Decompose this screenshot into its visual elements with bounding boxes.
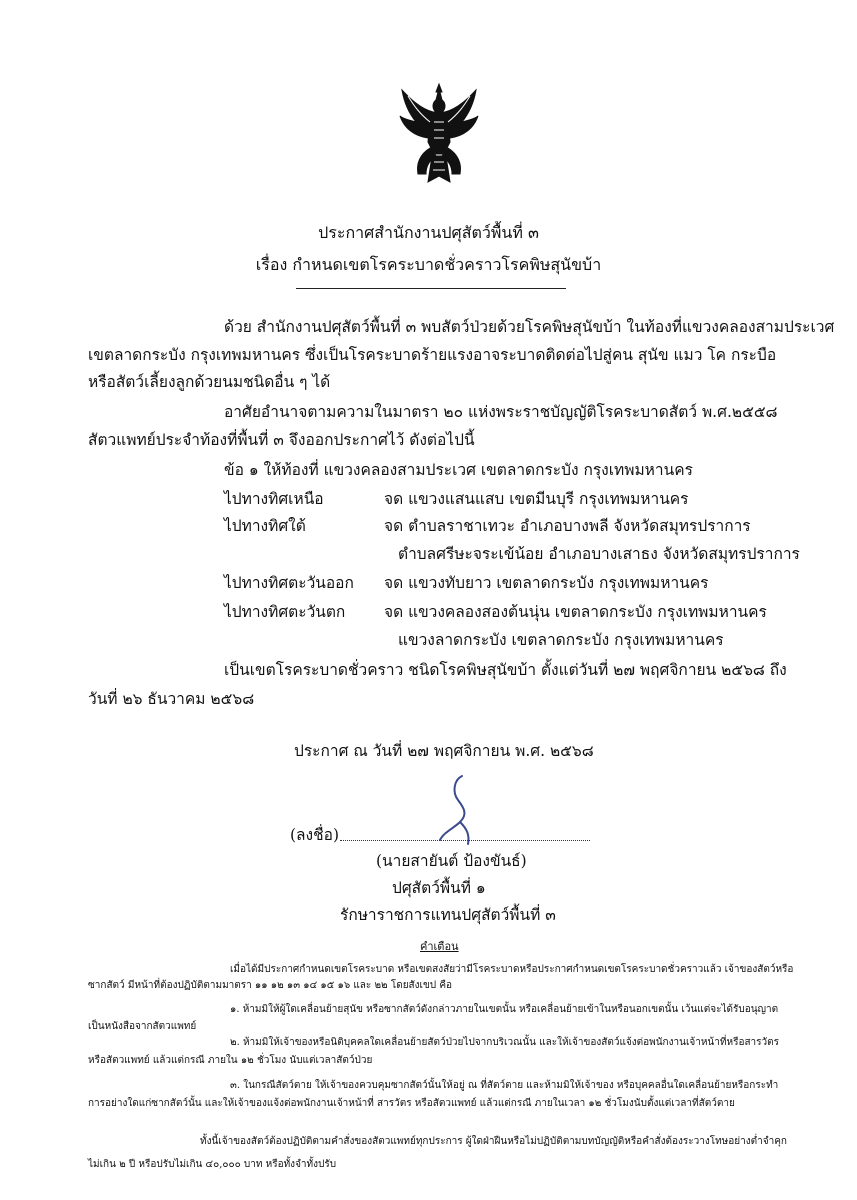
paragraph-2-line-1: อาศัยอำนาจตามความในมาตรา ๒๐ แห่งพระราชบัญญัติโรคระบาดสัตว์ พ.ศ.๒๕๕๘ xyxy=(224,403,778,421)
warning-item-3-line-2: การอย่างใดแก่ซากสัตว์นั้น และให้เจ้าของแจ้งต่อพนักงานเจ้าหน้าที่ สารวัตร หรือสัตวแพทย์ แล้วแต่กรณี ภายในเวลา ๑๒ ชั่วโมงนับตั้งแต่เวลาที่สัตว์ตาย xyxy=(88,1098,735,1109)
paragraph-3-line-2: วันที่ ๒๖ ธันวาคม ๒๕๖๘ xyxy=(88,690,255,708)
item-1: ข้อ ๑ ให้ท้องที่ แขวงคลองสามประเวศ เขตลาดกระบัง กรุงเทพมหานคร xyxy=(224,461,693,479)
west-label: ไปทางทิศตะวันตก xyxy=(224,603,346,621)
warning-item-1-line-2: เป็นหนังสือจากสัตวแพทย์ xyxy=(88,1021,197,1032)
handwritten-signature xyxy=(400,770,520,850)
warning-item-3-line-1: ๓. ในกรณีสัตว์ตาย ให้เจ้าของควบคุมซากสัตว์นั้นให้อยู่ ณ ที่สัตว์ตาย และห้ามมิให้เจ้าของ หรือบุคคลอื่นใดเคลื่อนย้ายหรือกระทำ xyxy=(230,1080,779,1091)
warning-item-1-line-1: ๑. ห้ามมิให้ผู้ใดเคลื่อนย้ายสุนัข หรือซากสัตว์ดังกล่าวภายในเขตนั้น หรือเคลื่อนย้ายเข้าในหรือนอกเขตนั้น เว้นแต่จะได้รับอนุญาต xyxy=(230,1004,779,1015)
title-divider xyxy=(296,288,566,289)
warning-title: คำเตือน xyxy=(420,940,459,953)
south-value-1: จด ตำบลราชาเทวะ อำเภอบางพลี จังหวัดสมุทรปราการ xyxy=(384,517,751,535)
paragraph-3-line-1: เป็นเขตโรคระบาดชั่วคราว ชนิดโรคพิษสุนัขบ้า ตั้งแต่วันที่ ๒๗ พฤศจิกายน ๒๕๖๘ ถึง xyxy=(224,661,787,679)
signer-name: (นายสายันต์ ป้องขันธ์) xyxy=(376,852,527,870)
garuda-emblem-icon xyxy=(398,82,480,186)
south-value-2: ตำบลศรีษะจระเข้น้อย อำเภอบางเสาธง จังหวัดสมุทรปราการ xyxy=(398,545,800,563)
west-value-2: แขวงลาดกระบัง เขตลาดกระบัง กรุงเทพมหานคร xyxy=(398,631,724,649)
east-value: จด แขวงทับยาว เขตลาดกระบัง กรุงเทพมหานคร xyxy=(384,574,709,592)
paragraph-2-line-2: สัตวแพทย์ประจำท้องที่พื้นที่ ๓ จึงออกประกาศไว้ ดังต่อไปนี้ xyxy=(88,431,475,449)
penalty-line-2: ไม่เกิน ๒ ปี หรือปรับไม่เกิน ๔๐,๐๐๐ บาท หรือทั้งจำทั้งปรับ xyxy=(88,1159,337,1170)
sign-label: (ลงชื่อ) xyxy=(290,826,339,844)
signer-position-2: รักษาราชการแทนปศุสัตว์พื้นที่ ๓ xyxy=(340,906,556,924)
warning-item-2-line-2: หรือสัตวแพทย์ แล้วแต่กรณี ภายใน ๑๒ ชั่วโมง นับแต่เวลาสัตว์ป่วย xyxy=(88,1055,373,1066)
paragraph-1-line-3: หรือสัตว์เลี้ยงลูกด้วยนมชนิดอื่น ๆ ได้ xyxy=(88,373,331,391)
warning-intro-line-2: ซากสัตว์ มีหน้าที่ต้องปฏิบัติตามมาตรา ๑๑ ๑๒ ๑๓ ๑๔ ๑๕ ๑๖ และ ๒๒ โดยสังเขป คือ xyxy=(88,980,453,991)
north-label: ไปทางทิศเหนือ xyxy=(224,490,324,508)
paragraph-1-line-2: เขตลาดกระบัง กรุงเทพมหานคร ซึ่งเป็นโรคระบาดร้ายแรงอาจระบาดติดต่อไปสู่คน สุนัข แมว โค กระบือ xyxy=(88,346,777,364)
announcement-title: ประกาศสำนักงานปศุสัตว์พื้นที่ ๓ xyxy=(318,223,539,242)
paragraph-1-line-1: ด้วย สำนักงานปศุสัตว์พื้นที่ ๓ พบสัตว์ป่วยด้วยโรคพิษสุนัขบ้า ในท้องที่แขวงคลองสามประเวศ xyxy=(224,318,835,336)
announcement-date: ประกาศ ณ วันที่ ๒๗ พฤศจิกายน พ.ศ. ๒๕๖๘ xyxy=(294,742,594,760)
penalty-line-1: ทั้งนี้เจ้าของสัตว์ต้องปฏิบัติตามคำสั่งของสัตวแพทย์ทุกประการ ผู้ใดฝ่าฝืนหรือไม่ปฏิบัติตามบทบัญญัติหรือคำสั่งต้องระวางโทษอย่างต่ำจำคุก xyxy=(200,1136,787,1147)
west-value-1: จด แขวงคลองสองต้นนุ่น เขตลาดกระบัง กรุงเทพมหานคร xyxy=(384,603,767,621)
north-value: จด แขวงแสนแสบ เขตมีนบุรี กรุงเทพมหานคร xyxy=(384,490,689,508)
signer-position-1: ปศุสัตว์พื้นที่ ๑ xyxy=(392,879,486,897)
signature-line xyxy=(340,840,590,841)
warning-item-2-line-1: ๒. ห้ามมิให้เจ้าของหรือนิติบุคคลใดเคลื่อนย้ายสัตว์ป่วยไปจากบริเวณนั้น และให้เจ้าของสัตว์แจ้งต่อพนักงานเจ้าหน้าที่หรือสารวัตร xyxy=(230,1037,780,1048)
east-label: ไปทางทิศตะวันออก xyxy=(224,574,354,592)
warning-intro-line-1: เมื่อได้มีประกาศกำหนดเขตโรคระบาด หรือเขตสงสัยว่ามีโรคระบาดหรือประกาศกำหนดเขตโรคระบาดชั่วคราวแล้ว เจ้าของสัตว์หรือ xyxy=(230,964,794,975)
south-label: ไปทางทิศใต้ xyxy=(224,517,306,535)
announcement-subject: เรื่อง กำหนดเขตโรคระบาดชั่วคราวโรคพิษสุนัขบ้า xyxy=(255,255,602,274)
